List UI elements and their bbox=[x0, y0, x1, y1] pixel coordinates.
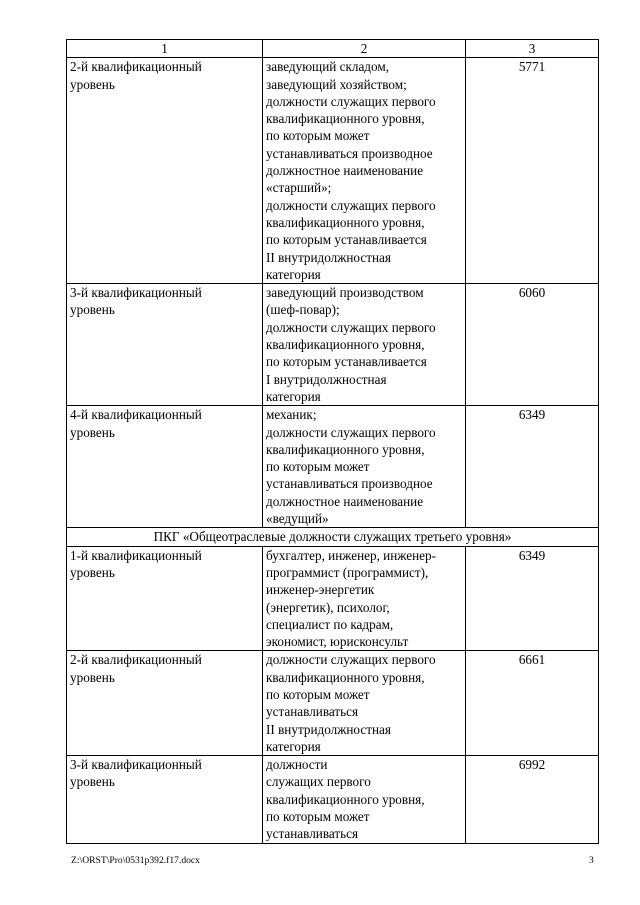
positions-cell: заведующий складом, заведующий хозяйством; должности служащих первого квалификационного уровня, по которым может устанавливаться производное должностное наименование «старший»; должности служащих первого квалификационного уровня, по которым устанавливается II внутридолжностная категория bbox=[263, 58, 466, 284]
table-row bbox=[67, 546, 599, 651]
salary-cell: 6060 bbox=[466, 284, 599, 406]
table-row bbox=[67, 284, 599, 406]
salary-cell: 6349 bbox=[466, 546, 599, 651]
positions-cell: заведующий производством (шеф-повар); должности служащих первого квалификационного уровня, по которым устанавливается I внутридолжностная категория bbox=[263, 284, 466, 406]
header-cell-1: 1 bbox=[67, 40, 263, 58]
salary-cell: 6349 bbox=[466, 406, 599, 528]
table-row bbox=[67, 756, 599, 843]
footer-file-path: Z:\ORST\Pro\0531p392.f17.docx bbox=[71, 855, 200, 866]
group-title: ПКГ «Общеотраслевые должности служащих третьего уровня» bbox=[67, 528, 599, 546]
positions-cell: должности служащих первого квалификационного уровня, по которым может устанавливаться II внутридолжностная категория bbox=[263, 651, 466, 756]
qualification-level-cell: 3-й квалификационный уровень bbox=[67, 756, 263, 843]
group-title-row bbox=[67, 528, 599, 546]
table-row bbox=[67, 651, 599, 756]
qualification-level-cell: 4-й квалификационный уровень bbox=[67, 406, 263, 528]
table-row bbox=[67, 406, 599, 528]
qualification-level-cell: 2-й квалификационный уровень bbox=[67, 651, 263, 756]
qualification-level-cell: 3-й квалификационный уровень bbox=[67, 284, 263, 406]
salary-table bbox=[66, 39, 599, 844]
salary-cell: 6661 bbox=[466, 651, 599, 756]
positions-cell: бухгалтер, инженер, инженер- программист (программист), инженер-энергетик (энергетик), психолог, специалист по кадрам, экономист, юрисконсульт bbox=[263, 546, 466, 651]
positions-cell: механик; должности служащих первого квалификационного уровня, по которым может устанавливаться производное должностное наименование «ведущий» bbox=[263, 406, 466, 528]
salary-cell: 6992 bbox=[466, 756, 599, 843]
footer-page-number: 3 bbox=[589, 855, 594, 866]
table-header-row bbox=[67, 40, 599, 58]
header-cell-2: 2 bbox=[263, 40, 466, 58]
positions-cell: должности служащих первого квалификационного уровня, по которым может устанавливаться bbox=[263, 756, 466, 843]
qualification-level-cell: 2-й квалификационный уровень bbox=[67, 58, 263, 284]
header-cell-3: 3 bbox=[466, 40, 599, 58]
table-row bbox=[67, 58, 599, 284]
salary-cell: 5771 bbox=[466, 58, 599, 284]
qualification-level-cell: 1-й квалификационный уровень bbox=[67, 546, 263, 651]
